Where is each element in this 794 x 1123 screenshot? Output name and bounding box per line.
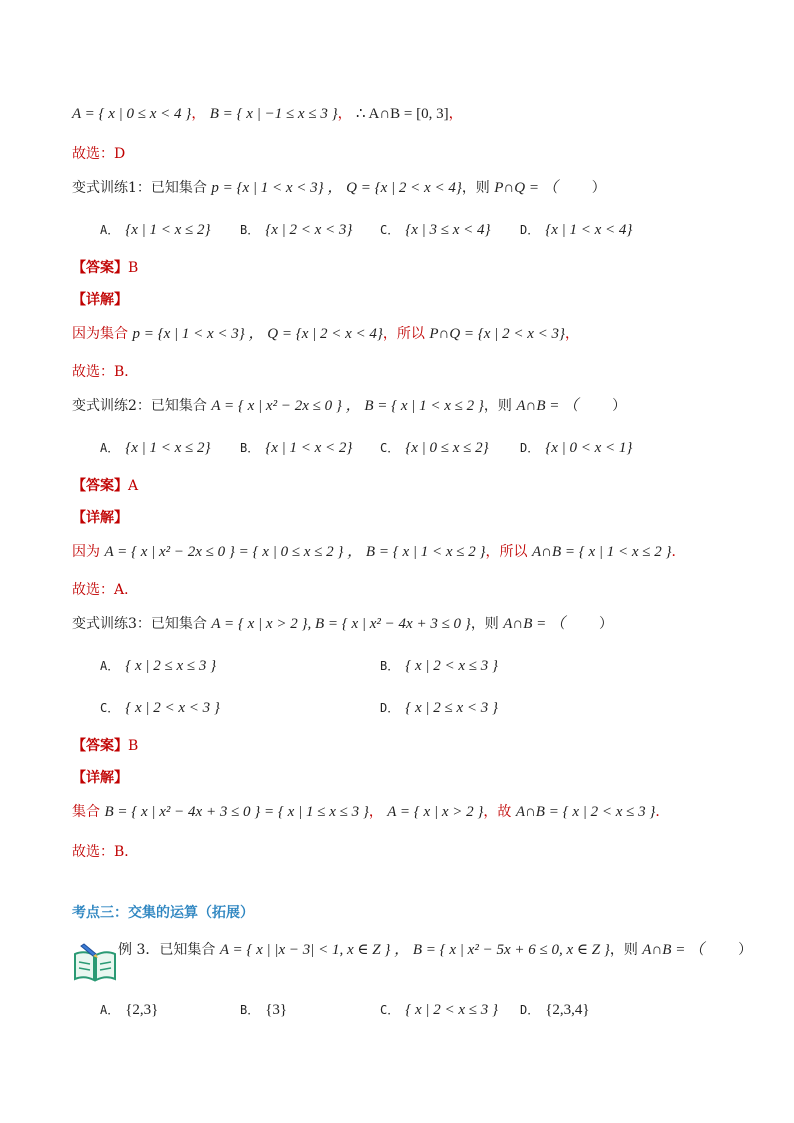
option-b[interactable] [380,656,498,677]
option-value: {x | 2 < x < 3} [265,222,353,238]
option-label: A． [100,441,120,455]
option-value: {x | 1 < x < 2} [265,440,353,456]
answer-value: A [128,478,139,494]
detail-text: 集合 [72,804,100,820]
option-label: C． [380,441,400,455]
option-value: {3} [265,1002,288,1018]
detail-label: 【详解】 [72,770,128,786]
question-text: ，则 [461,180,490,196]
selection-line: 故选：B． [72,844,139,860]
sep: ， [191,106,206,122]
selection-line: 故选：A． [72,582,139,598]
question-text: ，则 [483,398,512,414]
question-text: 变式训练1：已知集合 [72,180,207,196]
option-label: B． [240,223,260,237]
detail-math: p = {x | 1 < x < 3} ， Q = {x | 2 < x < 4} [132,326,383,342]
option-value: {x | 1 < x ≤ 2} [125,440,211,456]
detail-text: ，所以 [485,544,528,560]
option-label: A． [100,223,120,237]
option-value: {2,3,4} [545,1002,590,1018]
option-b[interactable] [240,438,352,459]
detail-line [72,542,686,562]
option-label: B． [240,441,260,455]
option-label: C． [100,701,120,715]
detail-label: 【详解】 [72,510,128,526]
answer-line [72,258,138,278]
selection-line: 故选：D [72,146,126,162]
option-c[interactable] [380,438,489,459]
question-math: A∩B = （ [516,398,579,414]
detail-text: ，所以 [382,326,425,342]
variant-2-question [72,396,626,416]
option-label: C． [380,223,400,237]
detail-text: ，故 [483,804,512,820]
answer-label: 【答案】 [72,478,128,494]
detail-text: ． [671,544,686,560]
sep: ， [337,106,352,122]
section-title: 考点三：交集的运算（拓展） [72,905,254,921]
paren: ） [591,180,606,196]
option-c[interactable] [380,220,491,241]
question-text: ，则 [470,616,499,632]
option-value: { x | 2 < x ≤ 3 } [405,658,499,674]
detail-math: P∩Q = {x | 2 < x < 3} [429,326,565,342]
example-3-question [118,940,752,960]
question-math: A = { x | x > 2 }, B = { x | x² − 4x + 3 ≤ 0 } [211,616,471,632]
question-math: A∩B = （ [503,616,566,632]
option-value: {x | 0 < x < 1} [545,440,633,456]
paren: ） [738,942,753,958]
detail-math: B = { x | x² − 4x + 3 ≤ 0 } = { x | 1 ≤ x ≤ 3 } [104,804,369,820]
detail-line [72,324,579,344]
option-a[interactable] [100,438,211,459]
detail-math: A∩B = { x | 2 < x ≤ 3 } [515,804,656,820]
detail-label: 【详解】 [72,292,128,308]
detail-math: A = { x | x > 2 } [387,804,484,820]
answer-value: B [128,260,139,276]
option-value: {x | 1 < x < 4} [545,222,633,238]
selection-line: 故选：B． [72,364,139,380]
question-text: 变式训练3：已知集合 [72,616,207,632]
option-a[interactable] [100,656,216,677]
intersection-result: ∴ A∩B = [0, 3] [356,106,449,122]
paren: ） [612,398,627,414]
option-value: { x | 2 < x < 3 } [125,700,220,716]
question-text: ，则 [609,942,638,958]
detail-line [72,802,669,822]
question-math: p = {x | 1 < x < 3} ， Q = {x | 2 < x < 4} [211,180,462,196]
set-b-def: B = { x | −1 ≤ x ≤ 3 } [209,106,338,122]
detail-math: A∩B = { x | 1 < x ≤ 2 } [531,544,672,560]
option-d[interactable] [380,698,498,719]
question-math: A = { x | x² − 2x ≤ 0 } ， B = { x | 1 < x ≤ 2 } [211,398,484,414]
option-d[interactable] [520,1000,590,1021]
option-b[interactable] [240,220,352,241]
option-value: {x | 1 < x ≤ 2} [125,222,211,238]
option-label: D． [520,223,540,237]
option-value: { x | 2 ≤ x ≤ 3 } [125,658,217,674]
detail-text: ， [564,326,579,342]
option-d[interactable] [520,438,632,459]
option-b[interactable] [240,1000,287,1021]
answer-value: B [128,738,139,754]
detail-math: A = { x | x² − 2x ≤ 0 } = { x | 0 ≤ x ≤ 2 } ， B = { x | 1 < x ≤ 2 } [104,544,486,560]
question-text: 例 3．已知集合 [118,942,216,958]
sep: ， [448,106,463,122]
solution-line [72,104,463,124]
detail-text: ． [655,804,670,820]
option-value: {x | 0 ≤ x ≤ 2} [405,440,489,456]
detail-text: 因为集合 [72,326,128,342]
question-math: A = { x | |x − 3| < 1, x ∈ Z } ， B = { x | x² − 5x + 6 ≤ 0, x ∈ Z } [219,942,610,958]
option-label: C． [380,1003,400,1017]
answer-line [72,476,138,496]
option-c[interactable] [100,698,220,719]
answer-label: 【答案】 [72,738,128,754]
option-label: A． [100,1003,120,1017]
question-math: P∩Q = （ [494,180,558,196]
option-label: D． [380,701,400,715]
option-a[interactable] [100,1000,158,1021]
variant-3-question [72,614,613,634]
option-value: {2,3} [125,1002,159,1018]
paren: ） [599,616,614,632]
set-a-def: A = { x | 0 ≤ x < 4 } [72,106,192,122]
option-label: D． [520,1003,540,1017]
option-label: B． [240,1003,260,1017]
option-label: D． [520,441,540,455]
answer-label: 【答案】 [72,260,128,276]
option-a[interactable] [100,220,211,241]
option-value: { x | 2 ≤ x < 3 } [405,700,499,716]
answer-line [72,736,138,756]
question-text: 变式训练2：已知集合 [72,398,207,414]
variant-1-question [72,178,606,198]
option-c[interactable] [380,1000,498,1021]
question-math: A∩B = （ [642,942,705,958]
option-d[interactable] [520,220,632,241]
detail-text: 因为 [72,544,100,560]
option-value: {x | 3 ≤ x < 4} [405,222,491,238]
option-label: B． [380,659,400,673]
option-value: { x | 2 < x ≤ 3 } [405,1002,499,1018]
detail-text: ， [368,804,383,820]
option-label: A． [100,659,120,673]
book-pencil-icon [72,940,118,982]
